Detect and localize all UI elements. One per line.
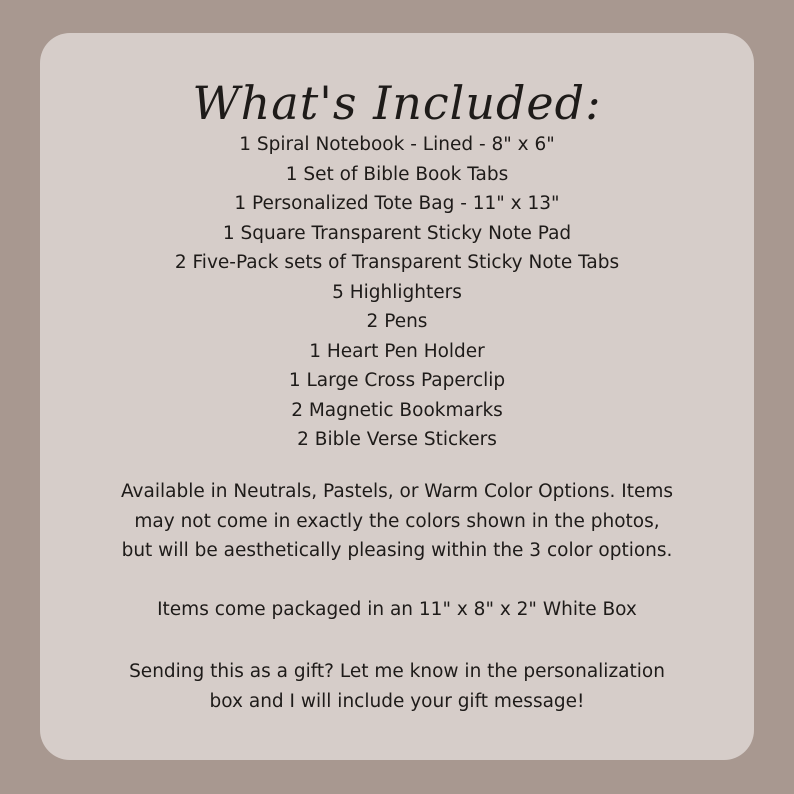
list-item: 2 Magnetic Bookmarks [291,399,503,421]
availability-line: may not come in exactly the colors shown in the photos, [134,510,660,532]
list-item: 5 Highlighters [332,281,462,303]
list-item: 1 Personalized Tote Bag - 11" x 13" [234,193,560,214]
info-card [40,33,754,760]
gift-paragraph [40,657,754,716]
list-item: 1 Square Transparent Sticky Note Pad [222,222,572,244]
list-item: 1 Large Cross Paperclip [288,370,506,391]
availability-paragraph [40,477,754,566]
packaging-paragraph [40,595,754,625]
availability-line: Available in Neutrals, Pastels, or Warm Color Options. Items [120,481,674,502]
page-title: What's Included: [192,76,602,130]
list-item: 1 Spiral Notebook - Lined - 8" x 6" [239,134,555,155]
gift-line: box and I will include your gift message! [209,690,585,712]
list-item: 1 Set of Bible Book Tabs [285,163,509,185]
list-item: 1 Heart Pen Holder [309,340,485,362]
list-item: 2 Bible Verse Stickers [297,429,497,450]
gift-line: Sending this as a gift? Let me know in the personalization [129,661,665,682]
included-items-list [40,130,754,455]
packaging-line: Items come packaged in an 11" x 8" x 2" White Box [157,599,637,620]
list-item: 2 Five-Pack sets of Transparent Sticky Note Tabs [174,252,620,273]
list-item: 2 Pens [366,311,428,332]
availability-line: but will be aesthetically pleasing within the 3 color options. [121,540,673,561]
